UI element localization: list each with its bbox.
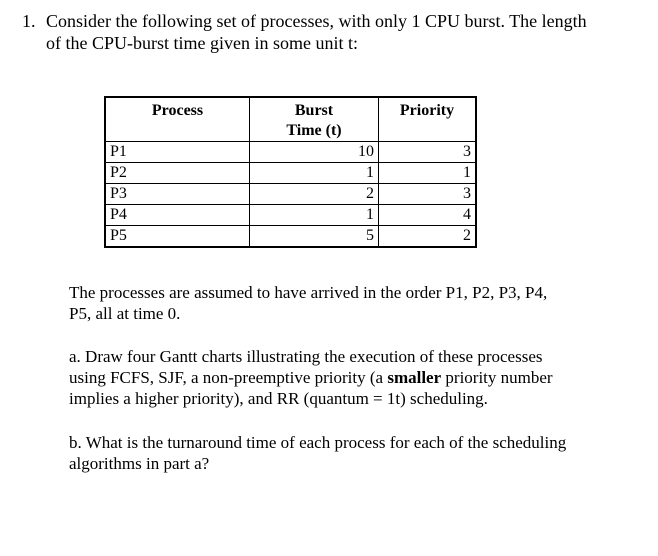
question-intro-line-1: Consider the following set of processes, with only 1 CPU burst. The length <box>46 11 587 31</box>
part-a-line-1: a. Draw four Gantt charts illustrating the execution of these processes <box>69 347 543 366</box>
cell-process: P3 <box>105 184 250 205</box>
part-a-line-2-post: priority number <box>441 368 553 387</box>
cell-burst: 1 <box>250 163 379 184</box>
cell-process: P2 <box>105 163 250 184</box>
part-b-paragraph <box>69 432 639 474</box>
table-header-row <box>105 97 476 142</box>
cell-priority: 2 <box>379 226 477 248</box>
header-burst-line-1: Burst <box>294 102 334 119</box>
arrival-paragraph <box>69 282 639 324</box>
part-a-line-3: implies a higher priority), and RR (quantum = 1t) scheduling. <box>69 389 488 408</box>
part-b-line-2: algorithms in part a? <box>69 454 210 473</box>
cell-process: P1 <box>105 142 250 163</box>
cell-burst: 10 <box>250 142 379 163</box>
part-b-line-1: b. What is the turnaround time of each process for each of the scheduling <box>69 433 567 452</box>
header-burst-line-2: Time (t) <box>286 122 342 139</box>
question-number: 1. <box>22 11 36 31</box>
process-table <box>104 96 477 248</box>
cell-burst: 5 <box>250 226 379 248</box>
part-a-line-2 <box>69 367 639 388</box>
part-a-paragraph <box>69 346 639 409</box>
cell-process: P5 <box>105 226 250 248</box>
header-burst-time <box>250 97 379 142</box>
cell-burst: 2 <box>250 184 379 205</box>
cell-priority: 3 <box>379 142 477 163</box>
arrival-line-1: The processes are assumed to have arrived in the order P1, P2, P3, P4, <box>69 283 548 302</box>
table-row <box>105 184 476 205</box>
table-row <box>105 205 476 226</box>
table-row <box>105 226 476 248</box>
cell-process: P4 <box>105 205 250 226</box>
cell-burst: 1 <box>250 205 379 226</box>
header-process: Process <box>105 97 250 142</box>
header-priority: Priority <box>379 97 477 142</box>
part-a-line-2-pre: using FCFS, SJF, a non-preemptive priority (a <box>69 368 388 387</box>
table-row <box>105 163 476 184</box>
question-intro-line-2: of the CPU-burst time given in some unit t: <box>46 33 358 53</box>
cell-priority: 1 <box>379 163 477 184</box>
table-row <box>105 142 476 163</box>
question-intro <box>46 10 636 54</box>
cell-priority: 4 <box>379 205 477 226</box>
part-a-bold-smaller: smaller <box>387 368 442 387</box>
arrival-line-2: P5, all at time 0. <box>69 304 181 323</box>
cell-priority: 3 <box>379 184 477 205</box>
